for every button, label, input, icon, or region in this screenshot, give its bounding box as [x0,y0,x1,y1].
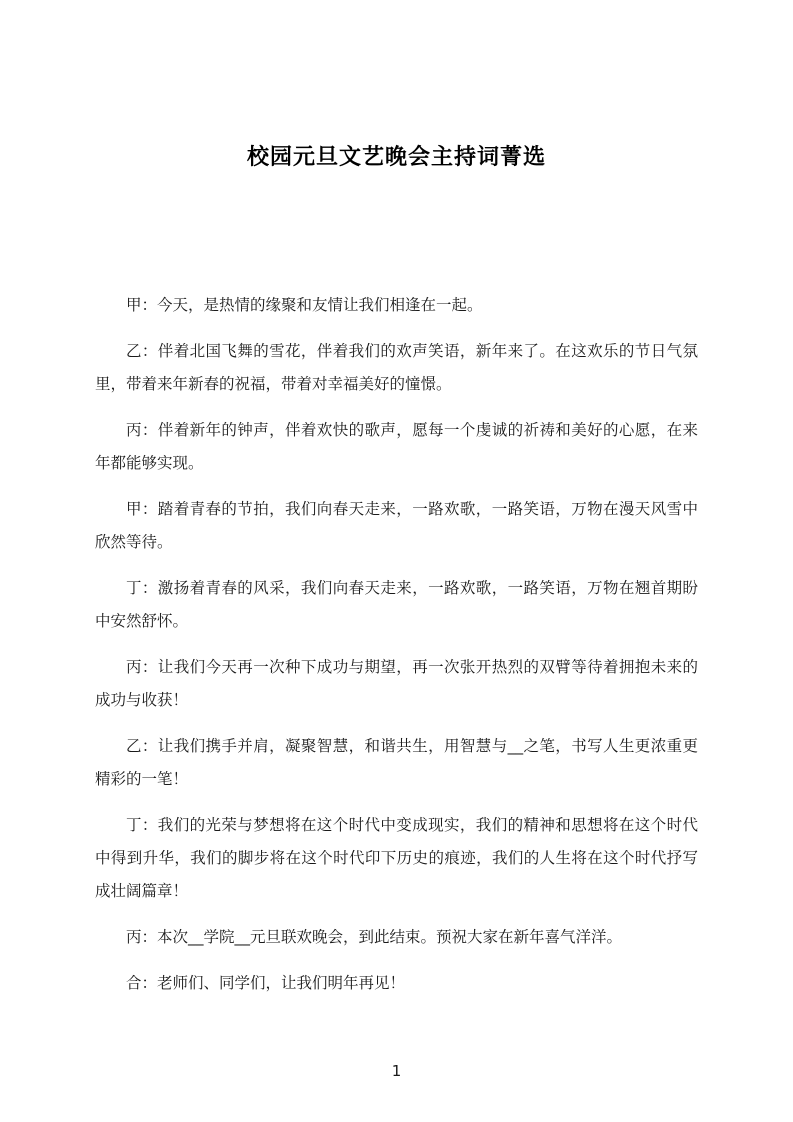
paragraph-host-a-2: 甲：踏着青春的节拍，我们向春天走来，一路欢歌，一路笑语，万物在漫天风雪中欣然等待。 [95,500,698,551]
paragraph-host-d-1: 丁：激扬着青春的风采，我们向春天走来，一路欢歌，一路笑语，万物在翘首期盼中安然舒怀。 [95,579,698,630]
paragraph-host-d-2: 丁：我们的光荣与梦想将在这个时代中变成现实，我们的精神和思想将在这个时代中得到升华，我们的脚步将在这个时代印下历史的痕迹，我们的人生将在这个时代抒写成壮阔篇章！ [95,816,698,900]
paragraph-host-a-1: 甲：今天，是热情的缘聚和友情让我们相逢在一起。 [126,296,483,314]
paragraph-host-c-2: 丙：让我们今天再一次种下成功与期望，再一次张开热烈的双臂等待着拥抱未来的成功与收获！ [95,658,698,709]
paragraph-host-b-2: 乙：让我们携手并肩，凝聚智慧，和谐共生，用智慧与__之笔，书写人生更浓重更精彩的一笔！ [95,737,698,788]
paragraph-host-c-1: 丙：伴着新年的钟声，伴着欢快的歌声，愿每一个虔诚的祈祷和美好的心愿，在来年都能够实现。 [95,421,698,472]
paragraph-all-hosts: 合：老师们、同学们，让我们明年再见！ [126,974,406,992]
page-number: 1 [391,1062,402,1080]
paragraph-host-b-1: 乙：伴着北国飞舞的雪花，伴着我们的欢声笑语，新年来了。在这欢乐的节日气氛里，带着来年新春的祝福，带着对幸福美好的憧憬。 [95,342,698,393]
paragraph-host-c-3: 丙：本次__学院__元旦联欢晚会，到此结束。预祝大家在新年喜气洋洋。 [126,928,623,946]
document-title: 校园元旦文艺晚会主持词菁选 [246,145,546,170]
document-body [0,289,793,1000]
